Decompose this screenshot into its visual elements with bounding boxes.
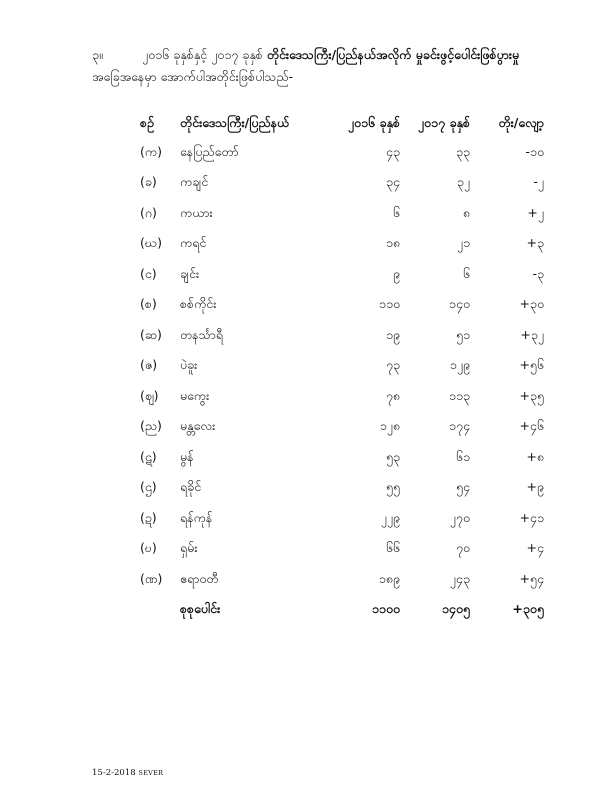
row-difference: +၄	[526, 540, 544, 556]
row-region: ကချင်	[180, 174, 209, 190]
row-difference: +၈	[526, 448, 544, 464]
row-2017: ၂၁	[456, 235, 470, 251]
row-region: ရခိုင်	[180, 479, 202, 495]
row-2017: ၃၃	[455, 143, 470, 159]
row-region: ကရင်	[180, 235, 207, 251]
row-region: မကွေး	[180, 387, 210, 403]
footer-date: 15-2-2018	[92, 768, 136, 778]
row-region: ရန်ကုန်	[180, 509, 213, 525]
row-2016: ၅၅	[385, 479, 400, 495]
total-2016: ၁၁၀၀	[371, 601, 400, 617]
row-index: (ဎ)	[140, 540, 157, 556]
row-index: (ဌ)	[140, 479, 157, 495]
row-2016: ၉	[392, 265, 400, 281]
row-2016: ၁၉	[385, 326, 400, 342]
table-row	[140, 443, 544, 474]
total-label: စုစုပေါင်း	[180, 601, 221, 617]
row-difference: +၅၆	[519, 357, 544, 373]
total-2017: ၁၄၀၅	[441, 601, 470, 617]
table-row	[140, 199, 544, 230]
row-index: (ဍ)	[140, 509, 157, 525]
row-difference: +၃၅	[519, 387, 544, 403]
row-index: (ဂ)	[140, 204, 157, 220]
table-row	[140, 382, 544, 413]
row-index: (ခ)	[140, 174, 157, 190]
row-difference: +၃၀	[519, 296, 544, 312]
row-2017: ၅၄	[455, 479, 470, 495]
row-index: (ဏ)	[140, 570, 163, 586]
row-index: (င)	[140, 265, 157, 281]
table-row	[140, 169, 544, 200]
row-index: (ည)	[140, 418, 162, 434]
row-2017: ၁၂၉	[449, 357, 470, 373]
table-row	[140, 474, 544, 505]
row-index: (ဈ)	[140, 387, 159, 403]
crime-table	[140, 110, 544, 626]
row-index: (စ)	[140, 296, 157, 312]
row-2017: ၁၁၃	[448, 387, 470, 403]
row-difference: -၂	[533, 174, 544, 190]
header-2016: ၂၀၁၆ ခုနှစ်	[347, 114, 400, 130]
row-2016: ၁၂၈	[379, 418, 400, 434]
row-difference: +၄၁	[519, 509, 544, 525]
row-region: စစ်ကိုင်း	[180, 296, 217, 312]
row-difference: +၄၆	[519, 418, 544, 434]
footer-tag: SEVER	[138, 769, 164, 777]
row-region: မွန်	[180, 448, 194, 464]
header-2017: ၂၀၁၇ ခုနှစ်	[417, 114, 470, 130]
row-2016: ၁၁၀	[378, 296, 400, 312]
row-region: ပဲခူး	[180, 357, 198, 373]
total-index	[140, 596, 180, 627]
paragraph-line2: အခြေအနေမှာ အောက်ပါအတိုင်းဖြစ်ပါသည်-	[92, 69, 294, 84]
table-header-row	[140, 110, 544, 138]
row-region: တနင်္သာရီ	[180, 326, 224, 342]
row-2017: ၃၂	[456, 174, 470, 190]
row-difference: +၃၂	[520, 326, 544, 342]
row-2016: ၅၃	[385, 448, 400, 464]
page-footer	[92, 768, 163, 778]
header-serial: စဉ်	[140, 114, 154, 130]
row-difference: -၃	[532, 265, 544, 281]
row-2017: ၁၄၀	[448, 296, 470, 312]
row-2017: ၂၇၀	[449, 509, 470, 525]
row-index: (ဇ)	[140, 357, 158, 373]
paragraph-number: ၃။	[92, 47, 103, 62]
row-region: မန္တလေး	[180, 418, 216, 434]
row-2017: ၂၄၃	[449, 570, 470, 586]
row-2016: ၁၈၉	[378, 570, 400, 586]
row-2016: ၂၂၉	[380, 509, 400, 525]
row-index: (က)	[140, 143, 162, 159]
row-2016: ၇၃	[385, 357, 400, 373]
table-row	[140, 138, 544, 169]
row-2016: ၃၄	[385, 174, 400, 190]
row-2017: ၆၁	[455, 448, 470, 464]
row-difference: +၅၄	[519, 570, 544, 586]
total-row	[140, 596, 544, 627]
header-difference: တိုး/လျော့	[498, 114, 544, 130]
row-2016: ၇၈	[385, 387, 400, 403]
row-2016: ၄၃	[385, 143, 400, 159]
row-region: ရှမ်း	[180, 540, 198, 556]
row-index: (ဃ)	[140, 235, 162, 251]
row-difference: +၉	[526, 479, 544, 495]
table-row	[140, 565, 544, 596]
table-row	[140, 535, 544, 566]
paragraph-lead: ၂၀၁၆ ခုနှစ်နှင့် ၂၀၁၇ ခုနှစ်	[142, 47, 263, 62]
intro-paragraph	[92, 44, 572, 88]
row-index: (ဆ)	[140, 326, 162, 342]
row-region: ကယား	[180, 204, 213, 220]
row-region: ဧရာဝတီ	[180, 570, 219, 586]
table-row	[140, 291, 544, 322]
row-difference: +၃	[526, 235, 544, 251]
table-row	[140, 321, 544, 352]
total-difference: +၃၀၅	[512, 601, 544, 617]
row-2016: ၆	[392, 204, 400, 220]
row-region: ချင်း	[180, 265, 200, 281]
row-region: နေပြည်တော်	[180, 143, 239, 159]
row-2017: ၆	[462, 265, 470, 281]
row-difference: -၁၀	[525, 143, 544, 159]
header-region: တိုင်းဒေသကြီး/ပြည်နယ်	[180, 114, 290, 130]
row-2016: ၆၆	[385, 540, 400, 556]
row-2017: ၈	[462, 204, 470, 220]
row-difference: +၂	[527, 204, 544, 220]
row-2017: ၇၀	[455, 540, 470, 556]
row-index: (ဋ)	[140, 448, 157, 464]
table-row	[140, 260, 544, 291]
paragraph-bold-text: တိုင်းဒေသကြီး/ပြည်နယ်အလိုက် မှုခင်းဖွင့်ပေါင်းဖြစ်ပွားမှု	[266, 47, 520, 62]
table-row	[140, 352, 544, 383]
table-row	[140, 413, 544, 444]
table-row	[140, 230, 544, 261]
table-row	[140, 504, 544, 535]
row-2016: ၁၈	[385, 235, 400, 251]
row-2017: ၅၁	[455, 326, 470, 342]
row-2017: ၁၇၄	[448, 418, 470, 434]
